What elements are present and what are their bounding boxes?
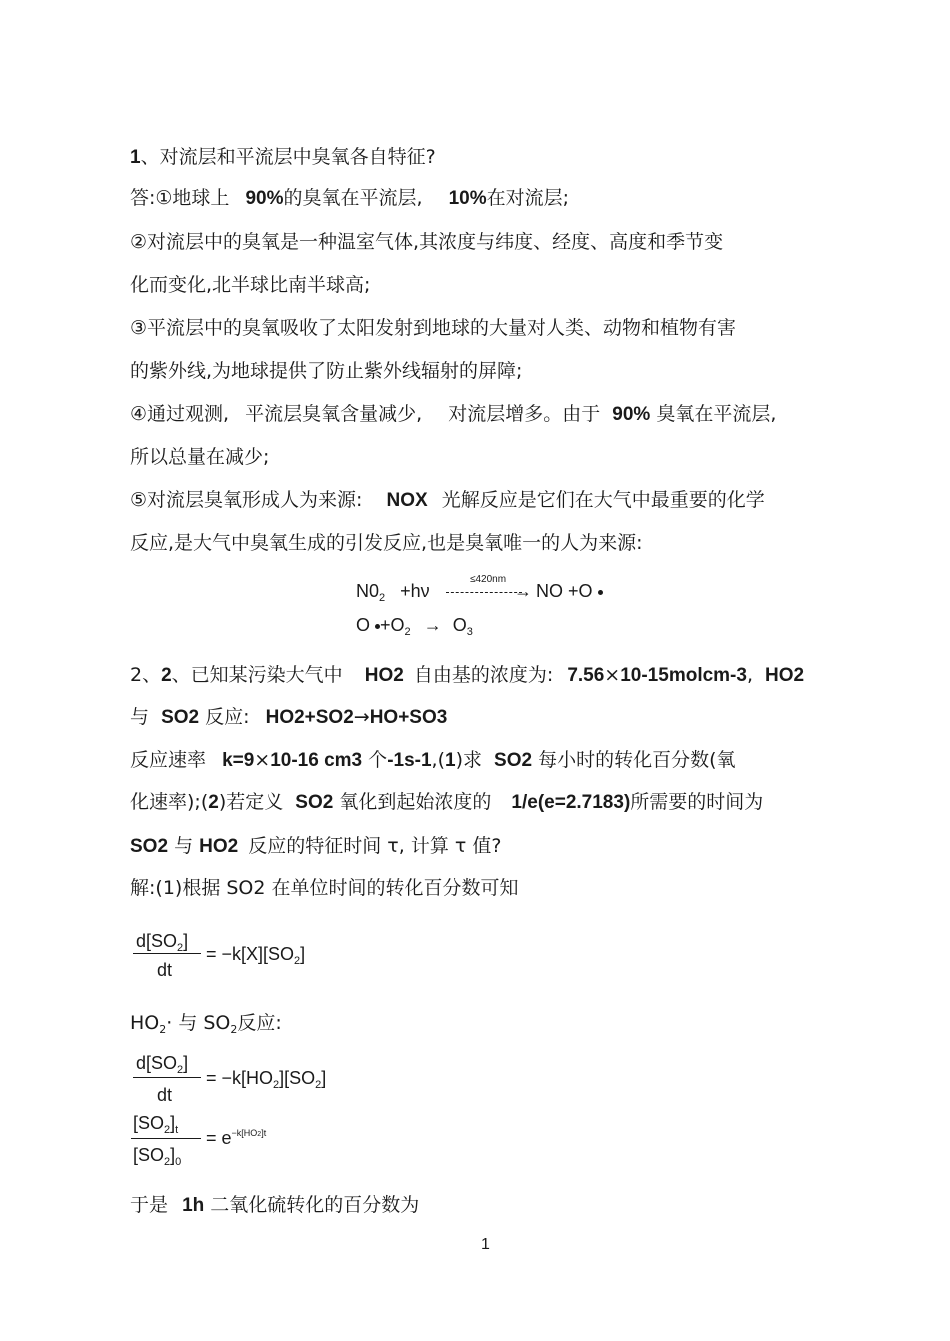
reaction-1-arrow-line [446, 592, 522, 593]
question-2-line-5: SO2 与 HO2 反应的特征时间 τ, 计算 τ 值? [130, 835, 502, 857]
question-1-title: 1、对流层和平流层中臭氧各自特征? [130, 146, 436, 168]
reaction-1-arrowhead: → [514, 581, 532, 601]
final-line: 于是 1h 二氧化硫转化的百分数为 [130, 1194, 420, 1216]
radical-dot-icon [598, 590, 603, 595]
eq1-rhs: = $-k[X][SO_2]$ [206, 944, 306, 967]
question-2-line-4: 化速率);(2)若定义 SO2 氧化到起始浓度的 1/e(e=2.7183)所需要的时间为 [130, 791, 764, 813]
question-2-line-2: 与 SO2 反应: HO2+SO2→HO+SO3 [130, 706, 448, 728]
ho2-reaction-line: $HO_2\cdot$ 与 $SO_2$反应: [130, 1012, 282, 1036]
reaction-2: $O +O_2 \to O_3$ [356, 615, 473, 638]
eq3-rhs: = $e^{-k[HO2]t}$ [206, 1128, 267, 1148]
eq2-numerator: $d[SO_2]$ [136, 1053, 189, 1076]
paragraph-5-line-b: 反应,是大气中臭氧生成的引发反应,也是臭氧唯一的人为来源: [130, 532, 643, 554]
reaction-1-products: NO +O [536, 581, 603, 602]
eq3-fraction-bar [131, 1138, 201, 1139]
paragraph-2-line-b: 化而变化,北半球比南半球高; [130, 274, 371, 296]
answer-line-1: 答:①地球上 90%的臭氧在平流层, 10%在对流层; [130, 187, 570, 209]
eq1-denominator: dt [157, 960, 173, 980]
paragraph-3-line-a: ③平流层中的臭氧吸收了太阳发射到地球的大量对人类、动物和植物有害 [130, 317, 737, 339]
page-number: 1 [481, 1236, 490, 1253]
eq3-numerator: $[SO_2]_t$ [133, 1113, 179, 1136]
solution-intro: 解:(1)根据 SO2 在单位时间的转化百分数可知 [130, 877, 519, 899]
paragraph-4-line-b: 所以总量在减少; [130, 446, 270, 468]
paragraph-4-line-a: ④通过观测, 平流层臭氧含量减少, 对流层增多。由于 90% 臭氧在平流层, [130, 403, 777, 425]
eq2-denominator: dt [157, 1085, 173, 1105]
eq2-fraction-bar [133, 1077, 201, 1078]
question-2-line-3: 反应速率 k=9×10-16 cm3 个-1s-1,(1)求 SO2 每小时的转化百分数(氧 [130, 749, 736, 771]
question-2-line-1: 2、2、已知某污染大气中 HO2 自由基的浓度为: 7.56×10-15molcm-3, HO2 [130, 664, 805, 686]
reaction-1: $N0_2 +h\nu$ [356, 581, 430, 604]
paragraph-2-line-a: ②对流层中的臭氧是一种温室气体,其浓度与纬度、经度、高度和季节变 [130, 231, 724, 253]
eq1-numerator: $d[SO_2]$ [136, 931, 189, 954]
paragraph-5-line-a: ⑤对流层臭氧形成人为来源: NOX 光解反应是它们在大气中最重要的化学 [130, 489, 765, 511]
eq1-fraction-bar [133, 953, 201, 954]
reaction-1-condition: ≤420nm [470, 574, 507, 585]
eq3-denominator: $[SO_2]_0$ [133, 1145, 182, 1168]
eq2-rhs: = $-k[HO_2][SO_2]$ [206, 1068, 327, 1091]
paragraph-3-line-b: 的紫外线,为地球提供了防止紫外线辐射的屏障; [130, 360, 523, 382]
